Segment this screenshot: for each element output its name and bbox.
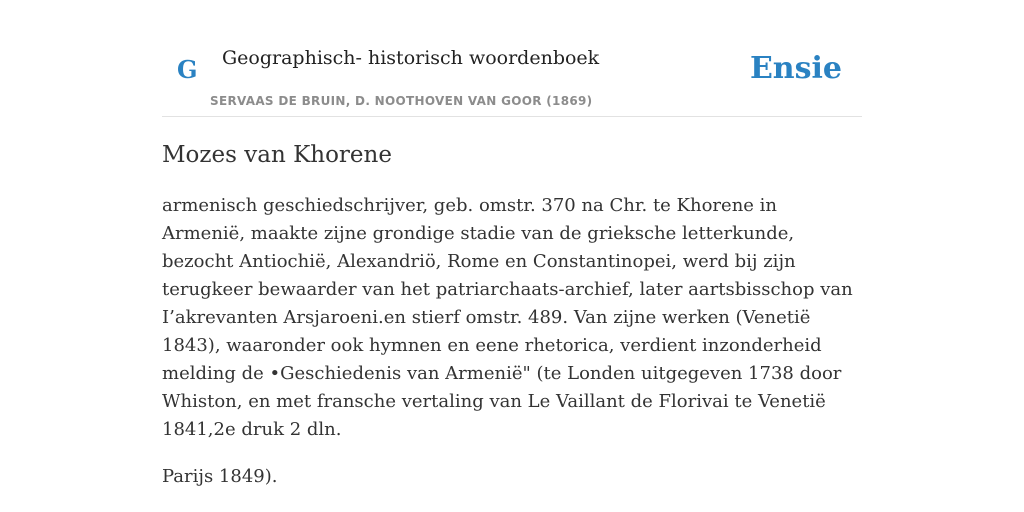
entry-paragraph: armenisch geschiedschrijver, geb. omstr. 370 na Chr. te Khorene in Armenië, maakte zijne grondige stadie van de grieksche letterkunde, bezocht Antiochië, Alexandriö, Rome en Constantinopei, werd bij zijn terugkeer bewaarder van het patriarchaats-archief, later aartsbisschop van I’akrevanten Arsjaroeni.en stierf omstr. 489. Van zijne werken (Venetië 1843), waaronder ook hymnen en eene rhetorica, verdient inzonderheid melding de •Geschiedenis van Armenië" (te Londen uitgegeven 1738 door Whiston, en met fransche vertaling van Le Vaillant de Florivai te Venetië 1841,2e druk 2 dln. <box>162 195 853 440</box>
entry-body <box>162 192 862 510</box>
entry-title: Mozes van Khorene <box>162 142 392 168</box>
ensie-logo-link[interactable]: Ensie <box>749 51 842 86</box>
book-logo-letter[interactable]: G <box>177 55 198 84</box>
book-header <box>162 0 862 117</box>
book-author: SERVAAS DE BRUIN, D. NOOTHOVEN VAN GOOR (1869) <box>210 94 593 108</box>
book-title[interactable]: Geographisch- historisch woordenboek <box>222 47 600 69</box>
entry-paragraph: Parijs 1849). <box>162 466 278 487</box>
